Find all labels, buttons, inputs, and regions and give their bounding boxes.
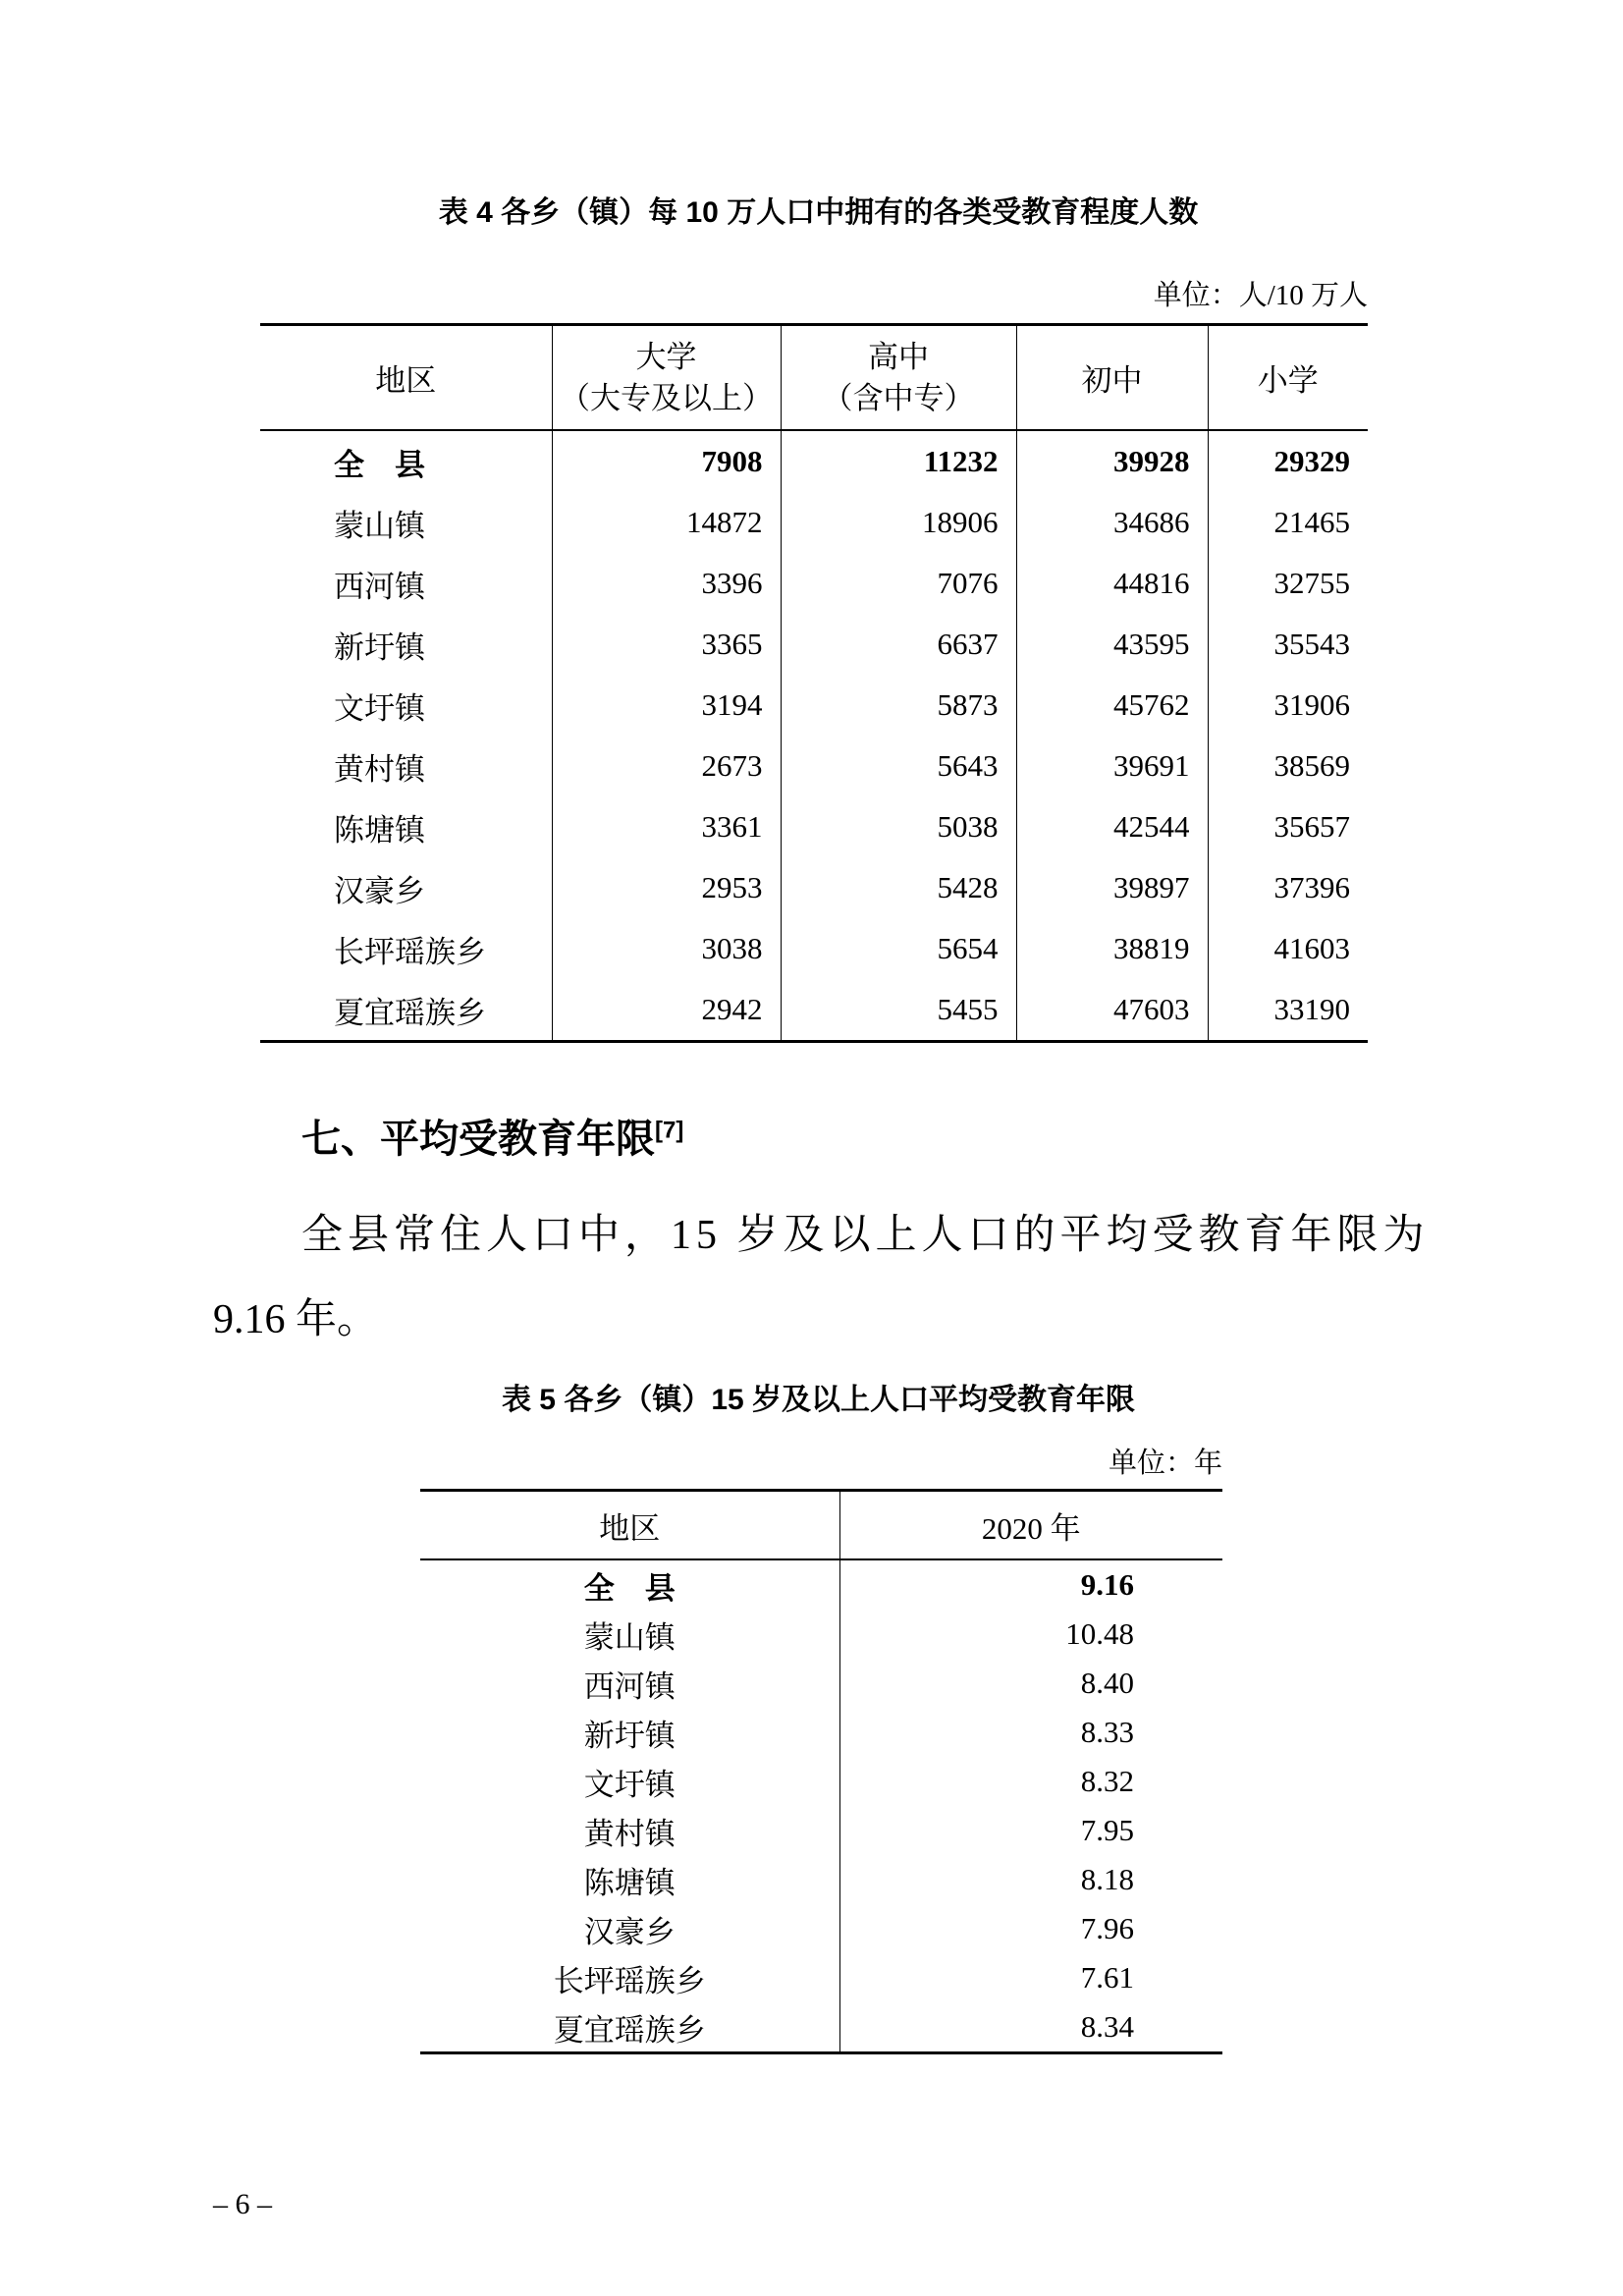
region-cell: 西河镇 xyxy=(334,569,425,604)
table4-row xyxy=(260,614,1368,675)
header-line: （大专及以上） xyxy=(560,380,773,415)
years-cell: 7.96 xyxy=(839,1904,1222,1953)
primary-cell: 29329 xyxy=(1208,430,1368,492)
table5-header-row xyxy=(420,1491,1222,1560)
table4 xyxy=(260,323,1368,1043)
table5-row xyxy=(420,1953,1222,2002)
footnote-ref: [7] xyxy=(655,1117,684,1144)
college-cell: 2673 xyxy=(552,736,781,796)
college-cell: 3365 xyxy=(552,614,781,675)
college-cell: 7908 xyxy=(552,430,781,492)
college-cell: 3194 xyxy=(552,675,781,736)
years-cell: 7.95 xyxy=(839,1806,1222,1855)
table5-row xyxy=(420,1757,1222,1806)
header-line: 高中 xyxy=(868,339,929,374)
high-cell: 5428 xyxy=(781,857,1016,918)
table4-row xyxy=(260,979,1368,1042)
table5-unit-label: 单位：年 xyxy=(1108,1448,1222,1479)
high-cell: 18906 xyxy=(781,492,1016,553)
table4-row-total xyxy=(260,430,1368,492)
table4-caption: 表 4 各乡（镇）每 10 万人口中拥有的各类受教育程度人数 xyxy=(438,196,1199,229)
region-cell: 夏宜瑶族乡 xyxy=(334,995,486,1030)
college-cell: 14872 xyxy=(552,492,781,553)
table5-row xyxy=(420,1610,1222,1659)
table5 xyxy=(420,1489,1222,2054)
table4-row xyxy=(260,675,1368,736)
page-number: – 6 – xyxy=(213,2188,272,2220)
table4-row xyxy=(260,492,1368,553)
table4-row xyxy=(260,553,1368,614)
years-cell: 8.18 xyxy=(839,1855,1222,1904)
high-cell: 5038 xyxy=(781,796,1016,857)
table5-row-total xyxy=(420,1559,1222,1610)
primary-cell: 32755 xyxy=(1208,553,1368,614)
years-cell: 10.48 xyxy=(839,1610,1222,1659)
primary-cell: 21465 xyxy=(1208,492,1368,553)
table5-caption: 表 5 各乡（镇）15 岁及以上人口平均受教育年限 xyxy=(501,1384,1136,1416)
region-cell: 文圩镇 xyxy=(583,1767,676,1802)
table5-row xyxy=(420,1659,1222,1708)
middle-cell: 47603 xyxy=(1016,979,1208,1042)
table5-row xyxy=(420,1904,1222,1953)
high-cell: 5654 xyxy=(781,918,1016,979)
years-cell: 7.61 xyxy=(839,1953,1222,2002)
table5-row xyxy=(420,1708,1222,1757)
middle-cell: 44816 xyxy=(1016,553,1208,614)
middle-cell: 38819 xyxy=(1016,918,1208,979)
table5-header xyxy=(420,1491,1222,1560)
high-cell: 6637 xyxy=(781,614,1016,675)
table5-header-region: 地区 xyxy=(599,1510,661,1546)
years-cell: 8.40 xyxy=(839,1659,1222,1708)
primary-cell: 31906 xyxy=(1208,675,1368,736)
region-cell: 陈塘镇 xyxy=(583,1865,676,1900)
table4-header xyxy=(260,325,1368,431)
region-cell: 全 县 xyxy=(334,447,425,482)
middle-cell: 42544 xyxy=(1016,796,1208,857)
table5-row xyxy=(420,2002,1222,2053)
region-cell: 西河镇 xyxy=(583,1668,676,1704)
high-cell: 11232 xyxy=(781,430,1016,492)
region-cell: 新圩镇 xyxy=(583,1718,676,1753)
table4-header-row xyxy=(260,325,1368,431)
primary-cell: 35657 xyxy=(1208,796,1368,857)
college-cell: 3396 xyxy=(552,553,781,614)
primary-cell: 38569 xyxy=(1208,736,1368,796)
region-cell: 夏宜瑶族乡 xyxy=(553,2012,706,2048)
high-cell: 7076 xyxy=(781,553,1016,614)
region-cell: 全 县 xyxy=(583,1570,676,1606)
middle-cell: 39897 xyxy=(1016,857,1208,918)
table4-body xyxy=(260,430,1368,1042)
header-line: 大学 xyxy=(635,339,697,374)
table4-header-high xyxy=(781,325,1016,431)
table5-header-year: 2020 年 xyxy=(839,1491,1222,1560)
table5-row xyxy=(420,1806,1222,1855)
high-cell: 5643 xyxy=(781,736,1016,796)
primary-cell: 33190 xyxy=(1208,979,1368,1042)
table4-header-primary: 小学 xyxy=(1208,325,1368,431)
region-cell: 文圩镇 xyxy=(334,690,425,726)
table4-row xyxy=(260,736,1368,796)
section-heading xyxy=(301,1112,1424,1167)
years-cell: 8.33 xyxy=(839,1708,1222,1757)
paragraph-line-1: 全县常住人口中，15 岁及以上人口的平均受教育年限为 xyxy=(301,1213,1430,1258)
middle-cell: 45762 xyxy=(1016,675,1208,736)
table4-header-middle: 初中 xyxy=(1016,325,1208,431)
college-cell: 2953 xyxy=(552,857,781,918)
table4-header-region: 地区 xyxy=(375,363,437,398)
primary-cell: 35543 xyxy=(1208,614,1368,675)
region-cell: 蒙山镇 xyxy=(583,1619,676,1655)
region-cell: 汉豪乡 xyxy=(583,1914,676,1949)
table5-body xyxy=(420,1559,1222,2053)
region-cell: 黄村镇 xyxy=(583,1816,676,1851)
high-cell: 5873 xyxy=(781,675,1016,736)
middle-cell: 39691 xyxy=(1016,736,1208,796)
table5-row xyxy=(420,1855,1222,1904)
region-cell: 新圩镇 xyxy=(334,629,425,665)
middle-cell: 43595 xyxy=(1016,614,1208,675)
region-cell: 汉豪乡 xyxy=(334,873,425,908)
table4-unit-label: 单位：人/10 万人 xyxy=(1153,280,1368,311)
table4-row xyxy=(260,796,1368,857)
years-cell: 8.34 xyxy=(839,2002,1222,2053)
region-cell: 黄村镇 xyxy=(334,751,425,787)
region-cell: 陈塘镇 xyxy=(334,812,425,847)
college-cell: 2942 xyxy=(552,979,781,1042)
primary-cell: 41603 xyxy=(1208,918,1368,979)
primary-cell: 37396 xyxy=(1208,857,1368,918)
section-heading-text: 七、平均受教育年限 xyxy=(301,1118,655,1161)
region-cell: 长坪瑶族乡 xyxy=(553,1963,706,1998)
years-cell: 8.32 xyxy=(839,1757,1222,1806)
college-cell: 3038 xyxy=(552,918,781,979)
middle-cell: 34686 xyxy=(1016,492,1208,553)
table4-header-college xyxy=(552,325,781,431)
region-cell: 长坪瑶族乡 xyxy=(334,934,486,969)
header-line: （含中专） xyxy=(822,380,975,415)
college-cell: 3361 xyxy=(552,796,781,857)
middle-cell: 39928 xyxy=(1016,430,1208,492)
table4-row xyxy=(260,857,1368,918)
high-cell: 5455 xyxy=(781,979,1016,1042)
table4-row xyxy=(260,918,1368,979)
region-cell: 蒙山镇 xyxy=(334,508,425,543)
paragraph-line-2: 9.16 年。 xyxy=(213,1297,379,1342)
years-cell: 9.16 xyxy=(839,1559,1222,1610)
